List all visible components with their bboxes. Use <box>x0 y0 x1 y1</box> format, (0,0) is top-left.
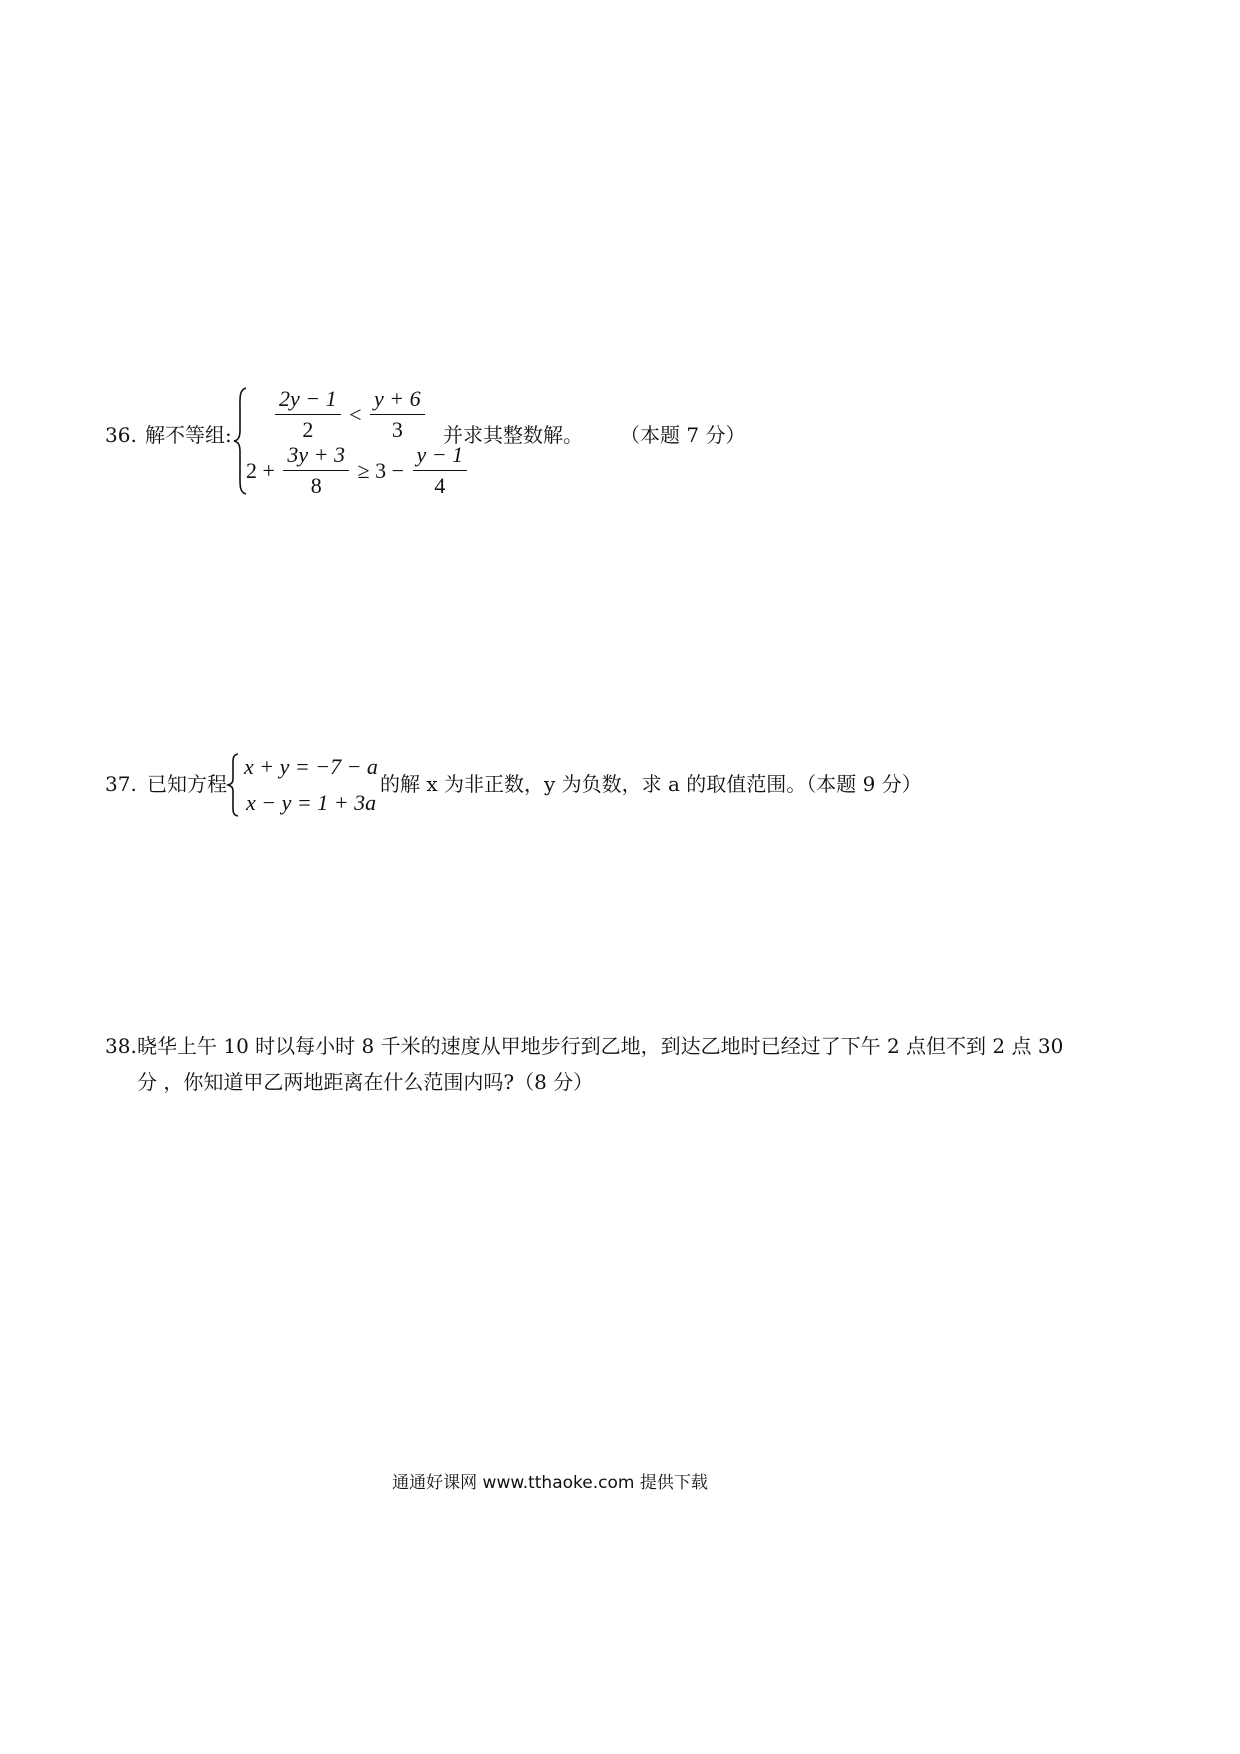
denominator: 4 <box>434 473 446 498</box>
denominator: 3 <box>391 417 403 442</box>
q36-lead: 解不等组: <box>145 423 232 447</box>
q36-inequality-1 <box>275 386 425 443</box>
numerator: 2y − 1 <box>275 386 341 415</box>
q36-fraction-a <box>275 386 341 443</box>
denominator: 2 <box>302 417 314 442</box>
q37-left-brace <box>226 752 242 818</box>
q38-line-2: 分 ，你知道甲乙两地距离在什么范围内吗?（8 分） <box>137 1070 594 1094</box>
q37-tail: 的解 x 为非正数，y 为负数，求 a 的取值范围。（本题 9 分） <box>380 772 922 796</box>
q37-equation-2: x − y = 1 + 3a <box>246 790 377 815</box>
less-than-sign: < <box>349 401 362 427</box>
numerator: y + 6 <box>370 386 425 415</box>
q36-fraction-c <box>283 442 349 499</box>
ge-sign: ≥ 3 − <box>357 457 405 483</box>
numerator: 3y + 3 <box>283 442 349 471</box>
page-footer: 通通好课网 www.tthaoke.com 提供下载 <box>392 1473 708 1493</box>
q37-lead: 已知方程 <box>147 772 227 796</box>
prefix: 2 + <box>246 457 275 483</box>
q38-line-1: 晓华上午 10 时以每小时 8 千米的速度从甲地步行到乙地，到达乙地时已经过了下午 2 点但不到 2 点 30 <box>137 1034 1064 1058</box>
q36-number: 36. <box>105 423 137 447</box>
q36-tail: 并求其整数解。 <box>443 423 583 447</box>
q36-inequality-2 <box>246 442 467 499</box>
q37-number: 37. <box>105 772 137 796</box>
q36-fraction-b <box>370 386 425 443</box>
q38-number: 38. <box>105 1034 137 1058</box>
denominator: 8 <box>310 473 322 498</box>
numerator: y − 1 <box>413 442 468 471</box>
q37-equation-1: x + y = −7 − a <box>244 754 378 779</box>
q36-points: （本题 7 分） <box>620 423 746 447</box>
q36-fraction-d <box>413 442 468 499</box>
